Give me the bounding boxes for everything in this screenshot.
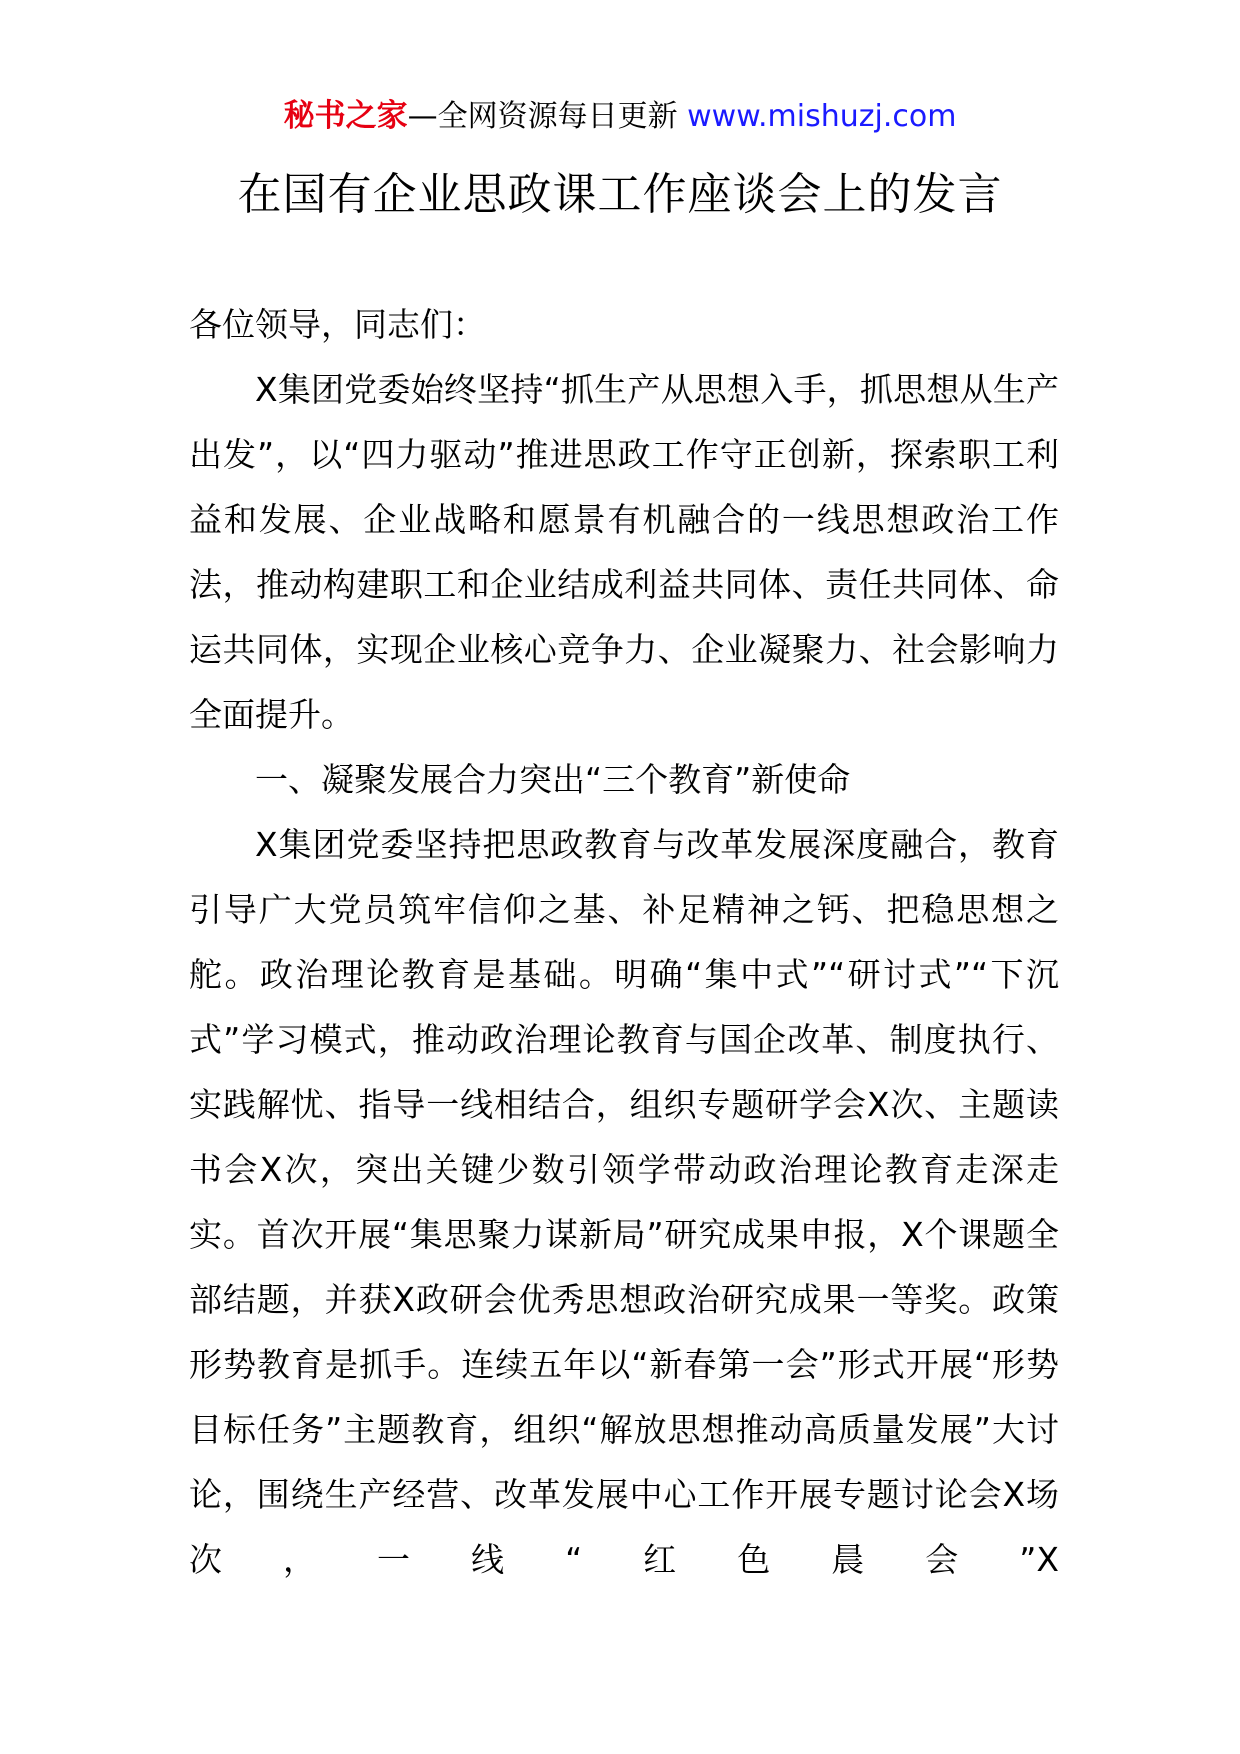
intro-paragraph: X集团党委始终坚持“抓生产从思想入手，抓思想从生产出发”，以“四力驱动”推进思政工作守正创新，探索职工利益和发展、企业战略和愿景有机融合的一线思想政治工作法，推动构建职工和企业结成利益共同体、责任共同体、命运共同体，实现企业核心竞争力、企业凝聚力、社会影响力全面提升。 (189, 370, 1059, 734)
salutation: 各位领导，同志们： (189, 305, 486, 344)
section-1-paragraph: X集团党委坚持把思政教育与改革发展深度融合，教育引导广大党员筑牢信仰之基、补足精神之钙、把稳思想之舵。政治理论教育是基础。明确“集中式”“研讨式”“下沉式”学习模式，推动政治理论教育与国企改革、制度执行、实践解忧、指导一线相结合，组织专题研学会X次、主题读书会X次，突出关键少数引领学带动政治理论教育走深走实。首次开展“集思聚力谋新局”研究成果申报，X个课题全部结题，并获X政研会优秀思想政治研究成果一等奖。政策形势教育是抓手。连续五年以“新春第一会”形式开展“形势目标任务”主题教育，组织“解放思想推动高质量发展”大讨论，围绕生产经营、改革发展中心工作开展专题讨论会X场次，一线“红色晨会”X (189, 825, 1059, 1579)
document-title: 在国有企业思政课工作座谈会上的发言 (237, 169, 1003, 220)
site-header-banner (0, 96, 1240, 137)
document-body (189, 292, 1059, 1592)
section-heading-1: 一、凝聚发展合力突出“三个教育”新使命 (255, 760, 851, 799)
site-tagline: —全网资源每日更新 (407, 99, 688, 134)
site-url-link[interactable]: www.mishuzj.com (687, 99, 957, 134)
site-brand-name: 秘书之家 (283, 98, 408, 134)
